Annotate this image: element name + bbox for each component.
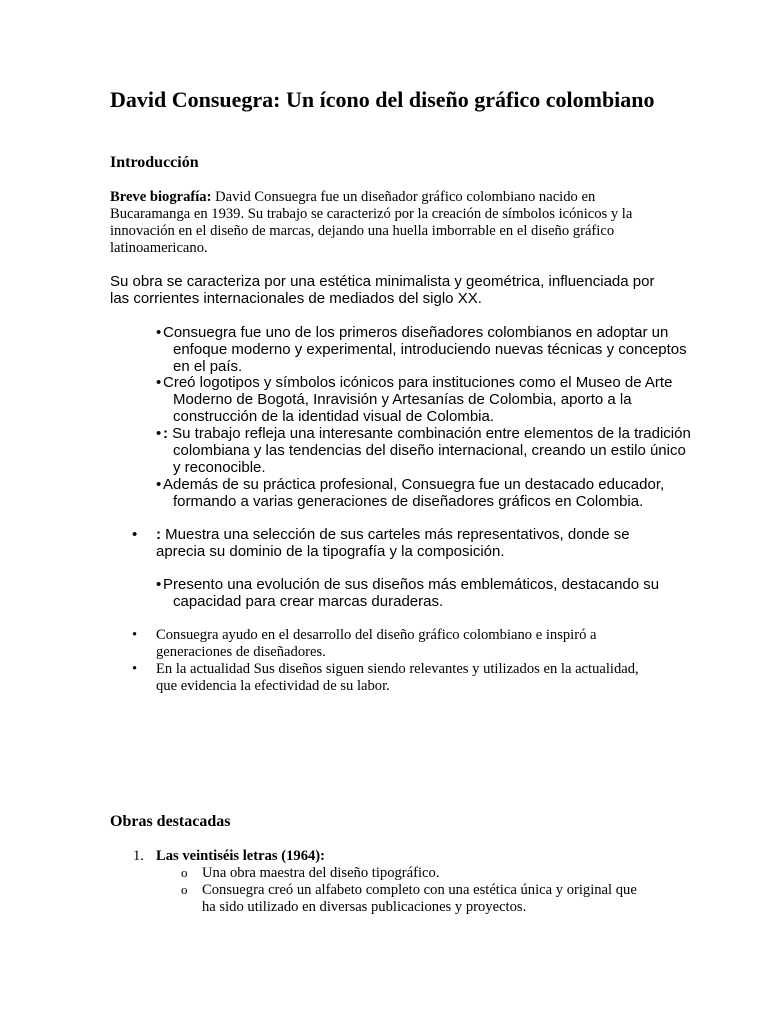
bio-paragraph: [110, 189, 655, 257]
bullet-text: En la actualidad Sus diseños siguen siendo relevantes y utilizados en la actualidad, que evidencia la efectividad de su labor.: [156, 661, 639, 694]
bullet-text: Consuegra ayudo en el desarrollo del diseño gráfico colombiano e inspiró a generaciones de diseñadores.: [156, 627, 597, 660]
bullet-text: Creó logotipos y símbolos icónicos para instituciones como el Museo de Arte Moderno de Bogotá, Inravisión y Artesanías de Colombia, aporto a la construcción de la identidad visual de Colombia.: [163, 374, 673, 425]
works-list-item: [133, 848, 636, 865]
list-item: [146, 576, 693, 610]
document-title: David Consuegra: Un ícono del diseño gráfico colombiano: [110, 87, 655, 112]
bullet-icon: •: [156, 324, 162, 341]
sub-list-item: [181, 882, 652, 916]
bullet-icon: •: [156, 425, 162, 442]
list-item: [146, 476, 693, 510]
sub-bullet-text: Consuegra creó un alfabeto completo con una estética única y original que ha sido utilizado en diversas publicaciones y proyectos.: [202, 882, 637, 915]
bio-label: Breve biografía:: [110, 189, 212, 205]
bullet-text: Además de su práctica profesional, Consuegra fue un destacado educador, formando a varias generaciones de diseñadores gráficos en Colombia.: [163, 476, 665, 510]
list-item: [132, 526, 656, 560]
sub-bullet-icon: o: [181, 865, 188, 880]
list-item: [146, 324, 693, 375]
work-title: Las veintiséis letras (1964):: [156, 848, 326, 864]
bullet-icon: •: [132, 627, 138, 643]
list-item: [146, 425, 693, 476]
works-heading: Obras destacadas: [110, 813, 231, 830]
introduction-heading: Introducción: [110, 154, 199, 171]
bullet-text: Su trabajo refleja una interesante combinación entre elementos de la tradición colombiana y las tendencias del diseño internacional, creando un estilo único y reconocible.: [172, 425, 691, 476]
sub-list-item: [181, 865, 652, 882]
bullet-icon: •: [132, 526, 138, 543]
style-paragraph: Su obra se caracteriza por una estética minimalista y geométrica, influenciada por las corrientes internacionales de mediados del siglo XX.: [110, 273, 655, 307]
bullet-text: Consuegra fue uno de los primeros diseñadores colombianos en adoptar un enfoque moderno y experimental, introduciendo nuevas técnicas y conceptos en el país.: [163, 324, 687, 375]
list-item: [132, 627, 656, 661]
list-item: [146, 374, 693, 425]
bullet-icon: •: [156, 476, 162, 493]
list-item: [132, 661, 656, 695]
bio-text: David Consuegra fue un diseñador gráfico colombiano nacido en Bucaramanga en 1939. Su trabajo se caracterizó por la creación de símbolos icónicos y la innovación en el diseño de marcas, dejando una huella imborrable en el diseño gráfico latinoamericano.: [110, 189, 633, 256]
bullet-text: Muestra una selección de sus carteles más representativos, donde se aprecia su dominio de la tipografía y la composición.: [156, 526, 630, 560]
sub-bullet-icon: o: [181, 882, 188, 897]
list-number: 1.: [133, 848, 144, 864]
bullet-text: Presento una evolución de sus diseños más emblemáticos, destacando su capacidad para crear marcas duraderas.: [163, 576, 660, 610]
bullet-colon: :: [156, 526, 161, 543]
bullet-icon: •: [132, 661, 138, 677]
sub-bullet-text: Una obra maestra del diseño tipográfico.: [202, 865, 440, 881]
bullet-icon: •: [156, 374, 162, 391]
bullet-colon: :: [163, 425, 168, 442]
bullet-icon: •: [156, 576, 162, 593]
